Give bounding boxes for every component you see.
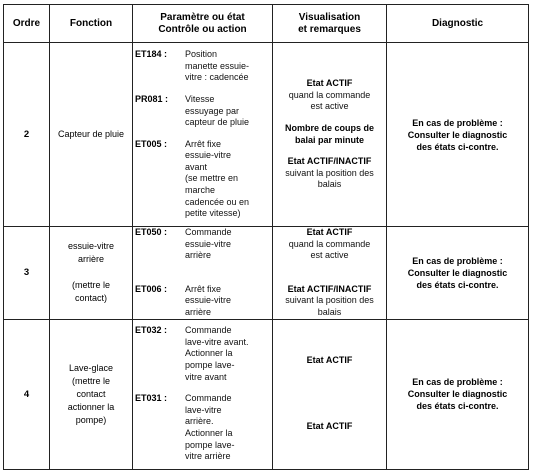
parameter-description-line: essuie-vitre	[185, 150, 232, 161]
parameter-description-line: vitre arrière	[185, 451, 231, 462]
fonction-line: essuie-vitre	[67, 241, 114, 252]
visualisation-entry	[273, 421, 386, 433]
visualisation-cell	[273, 227, 387, 320]
parameter-code: ET031 :	[135, 393, 168, 404]
diagnostic-line: En cas de problème :	[412, 255, 503, 266]
fonction-line: pompe)	[75, 414, 107, 425]
parameter-entry	[133, 49, 272, 84]
visualisation-cell	[273, 319, 387, 469]
fonction-cell	[50, 43, 133, 227]
parameter-description-line: lave-vitre avant.	[185, 336, 249, 347]
diagnostic-line: des états ci-contre.	[416, 141, 499, 152]
parameter-description-line: arrière.	[185, 416, 214, 427]
fonction-line: arrière	[77, 254, 104, 265]
parameter-description-line: Commande	[185, 393, 232, 404]
header-diagnostic: Diagnostic	[387, 5, 529, 43]
visualisation-remark: suivant la position des	[285, 295, 374, 306]
header-row	[4, 5, 529, 43]
parameter-description-line: avant	[185, 161, 208, 172]
visualisation-remark: quand la commande	[288, 238, 371, 249]
parameter-code: PR081 :	[135, 93, 169, 104]
visualisation-entry	[273, 156, 386, 191]
fonction-line: actionner la	[67, 401, 115, 412]
parameter-code: ET050 :	[135, 227, 168, 237]
fonction-line: contact	[76, 388, 106, 399]
ordre-cell: 3	[4, 227, 50, 320]
parameter-entry	[133, 94, 272, 129]
visualisation-remark: est active	[310, 250, 349, 261]
visualisation-remark: est active	[310, 101, 349, 112]
visualisation-remark: balais	[317, 179, 342, 190]
header-parametre-line1: Paramètre ou état	[160, 11, 245, 23]
parameter-description	[175, 94, 272, 129]
parameter-description	[175, 393, 272, 463]
parameter-description-line: Arrêt fixe	[185, 283, 222, 294]
visualisation-entry	[273, 284, 386, 319]
fonction-line	[50, 266, 132, 279]
parameter-description-line: manette essuie-	[185, 60, 250, 71]
diagnostic-cell	[387, 43, 529, 227]
visualisation-entry	[273, 355, 386, 367]
parameter-description-line: arrière	[185, 306, 212, 317]
fonction-cell	[50, 227, 133, 320]
parameter-description	[175, 139, 272, 220]
parameter-description-line: capteur de pluie	[185, 117, 250, 128]
visualisation-state: Nombre de coups de	[284, 122, 374, 133]
parameter-description-line: lave-vitre	[185, 404, 222, 415]
parameter-description-line: Actionner la	[185, 428, 233, 439]
parameter-description-line: cadencée ou en	[185, 196, 250, 207]
visualisation-remark: suivant la position des	[285, 167, 374, 178]
diagnostic-line: Consulter le diagnostic	[407, 389, 508, 400]
parameter-description	[175, 49, 272, 84]
diagnostic-line: des états ci-contre.	[416, 279, 499, 290]
diagnostic-line: Consulter le diagnostic	[407, 267, 508, 278]
visualisation-cell	[273, 43, 387, 227]
parameter-description-line: marche	[185, 185, 216, 196]
diagnostic-line: Consulter le diagnostic	[407, 129, 508, 140]
fonction-line: Capteur de pluie	[57, 129, 125, 139]
table-row	[4, 227, 529, 320]
visualisation-state: Etat ACTIF/INACTIF	[287, 156, 372, 167]
parameter-description-line: pompe lave-	[185, 360, 235, 371]
visualisation-entry	[273, 78, 386, 113]
fonction-line: (mettre le	[71, 375, 110, 386]
parameter-code: ET005 :	[135, 138, 168, 149]
parameter-description-line: vitre : cadencée	[185, 72, 249, 83]
parameter-code: ET006 :	[135, 283, 168, 294]
parameter-description-line: (se mettre en	[185, 173, 239, 184]
parameter-description-line: Vitesse	[185, 93, 215, 104]
visualisation-entry	[273, 123, 386, 146]
diagnostic-line: En cas de problème :	[412, 377, 503, 388]
fonction-line: (mettre le	[71, 280, 110, 291]
header-visualisation-line1: Visualisation	[298, 11, 361, 23]
parameter-description-line: vitre avant	[185, 371, 227, 382]
parameter-code: ET184 :	[135, 49, 168, 60]
diagnostic-table	[3, 4, 529, 470]
parameter-description-line: Actionner la	[185, 348, 233, 359]
parameter-description	[175, 325, 272, 383]
parameter-description-line: pompe lave-	[185, 439, 235, 450]
visualisation-entry	[273, 227, 386, 262]
fonction-line: Lave-glace	[68, 362, 114, 373]
ordre-cell: 2	[4, 43, 50, 227]
parameter-description-line: arrière	[185, 250, 212, 261]
header-parametre-line2: Contrôle ou action	[158, 23, 247, 35]
diagnostic-line: des états ci-contre.	[416, 401, 499, 412]
parameter-description	[175, 227, 272, 262]
parameter-description-line: Position	[185, 49, 218, 60]
parameter-code: ET032 :	[135, 325, 168, 336]
table-row	[4, 43, 529, 227]
parameter-entry	[133, 325, 272, 383]
diagnostic-cell	[387, 227, 529, 320]
fonction-line: contact)	[74, 293, 107, 304]
visualisation-state: Etat ACTIF/INACTIF	[287, 283, 372, 294]
diagnostic-cell	[387, 319, 529, 469]
diagnostic-line: En cas de problème :	[412, 117, 503, 128]
visualisation-state: Etat ACTIF	[306, 78, 353, 89]
visualisation-state: Etat ACTIF	[306, 227, 353, 237]
header-visualisation	[273, 5, 387, 43]
parameter-description-line: essuie-vitre	[185, 238, 232, 249]
visualisation-remark: balais	[317, 306, 342, 317]
fonction-cell	[50, 319, 133, 469]
visualisation-state: Etat ACTIF	[306, 421, 353, 432]
header-visualisation-line2: et remarques	[298, 23, 361, 35]
parameter-description-line: petite vitesse)	[185, 208, 241, 219]
header-parametre	[133, 5, 273, 43]
parameter-entry	[133, 139, 272, 220]
parametre-cell	[133, 43, 273, 227]
visualisation-state: balai par minute	[294, 134, 365, 145]
visualisation-state: Etat ACTIF	[306, 355, 353, 366]
parametre-cell	[133, 319, 273, 469]
parameter-entry	[133, 393, 272, 463]
parameter-description-line: Commande	[185, 325, 232, 336]
table-row	[4, 319, 529, 469]
parameter-description-line: essuyage par	[185, 105, 240, 116]
parameter-description-line: Commande	[185, 227, 232, 237]
parameter-entry	[133, 284, 272, 319]
header-fonction: Fonction	[50, 5, 133, 43]
parameter-description-line: Arrêt fixe	[185, 138, 222, 149]
parametre-cell	[133, 227, 273, 320]
header-ordre: Ordre	[4, 5, 50, 43]
parameter-description	[175, 284, 272, 319]
parameter-description-line: essuie-vitre	[185, 295, 232, 306]
visualisation-remark: quand la commande	[288, 89, 371, 100]
parameter-entry	[133, 227, 272, 262]
ordre-cell: 4	[4, 319, 50, 469]
